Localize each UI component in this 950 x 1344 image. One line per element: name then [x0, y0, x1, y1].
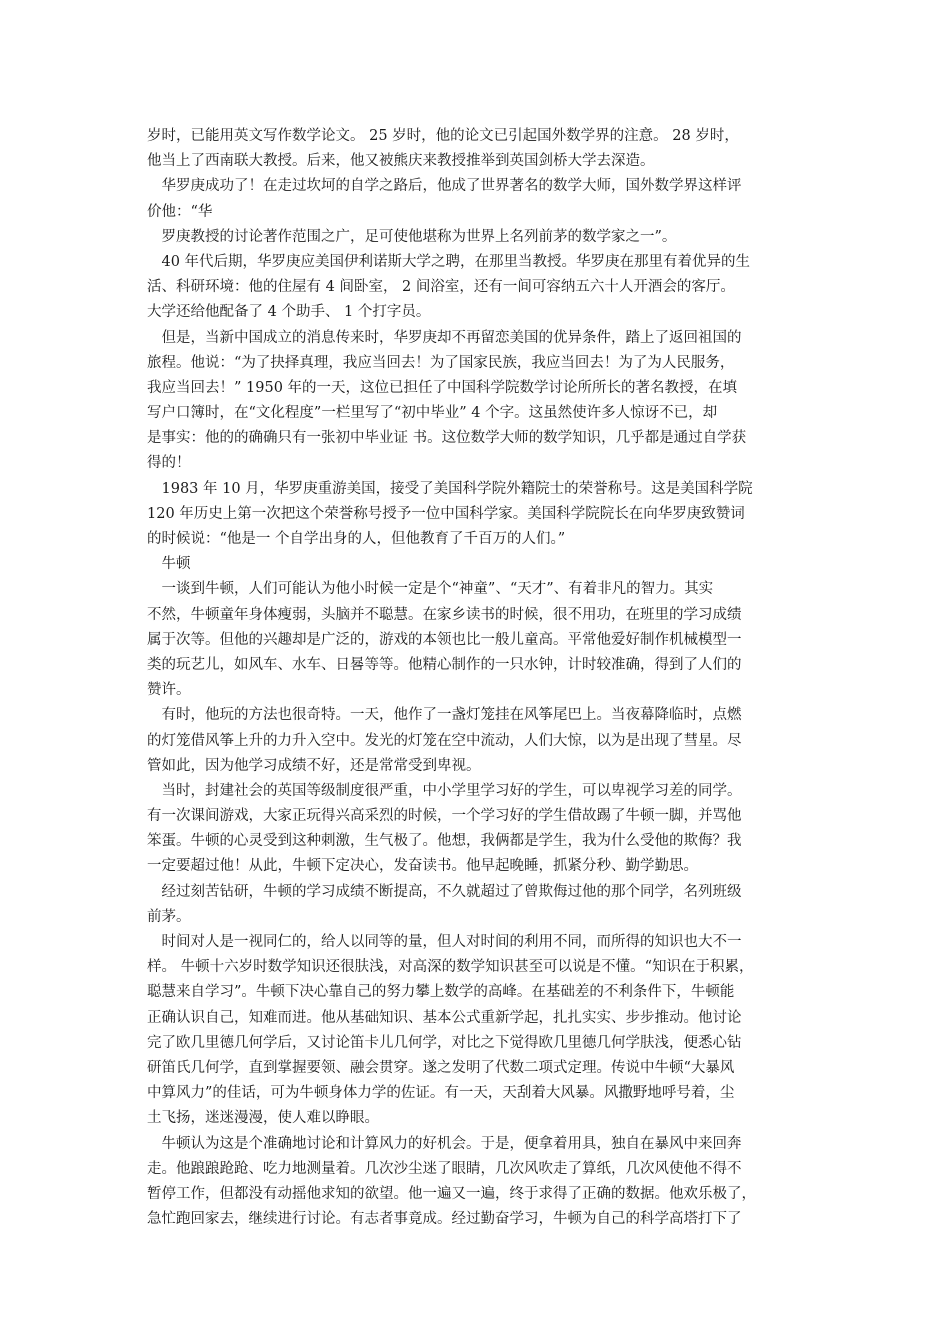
text-line: 1983 年 10 月，华罗庚重游美国，接受了美国科学院外籍院士的荣誉称号。这是美国科学院 [147, 480, 753, 497]
text-line: 聪慧来自学习”。牛顿下决心靠自己的努力攀上数学的高峰。在基础差的不利条件下，牛顿能 [147, 984, 735, 1001]
text-line: 正确认识自己，知难而进。他从基础知识、基本公式重新学起，扎扎实实、步步推动。他讨论 [147, 1009, 742, 1026]
text-line: 样。 牛顿十六岁时数学知识还很肤浅，对高深的数学知识甚至可以说是不懂。“知识在于积累， [147, 959, 754, 976]
text-line: 当时，封建社会的英国等级制度很严重，中小学里学习好的学生，可以卑视学习差的同学。 [147, 782, 742, 799]
text-line: 中算风力”的佳话，可为牛顿身体力学的佐证。有一天，天刮着大风暴。风撒野地呼号着，尘 [147, 1085, 735, 1102]
text-line: 我应当回去！” 1950 年的一天，这位已担任了中国科学院数学讨论所所长的著名教授，在填 [147, 379, 738, 396]
text-line: 罗庚教授的讨论著作范围之广，足可使他堪称为世界上名列前茅的数学家之一”。 [147, 228, 677, 245]
text-line: 大学还给他配备了 4 个助手、 1 个打字员。 [147, 304, 431, 321]
text-line: 笨蛋。牛顿的心灵受到这种刺激，生气极了。他想，我俩都是学生，我为什么受他的欺侮？我 [147, 833, 742, 850]
text-line: 类的玩艺儿，如风车、水车、日晷等等。他精心制作的一只水钟，计时较准确，得到了人们的 [147, 656, 742, 673]
text-line: 牛顿认为这是个准确地讨论和计算风力的好机会。于是，便拿着用具，独自在暴风中来回奔 [147, 1135, 742, 1152]
text-line: 但是，当新中国成立的消息传来时，华罗庚却不再留恋美国的优异条件，踏上了返回祖国的 [147, 329, 742, 346]
text-line: 暂停工作，但都没有动摇他求知的欲望。他一遍又一遍，终于求得了正确的数据。他欢乐极了， [147, 1185, 756, 1202]
text-line: 走。他踉踉跄跄、吃力地测量着。几次沙尘迷了眼睛，几次风吹走了算纸，几次风使他不得不 [147, 1160, 742, 1177]
text-line: 他当上了西南联大教授。后来，他又被熊庆来教授推举到英国剑桥大学去深造。 [147, 153, 655, 170]
text-line: 岁时，已能用英文写作数学论文。 25 岁时，他的论文已引起国外数学界的注意。 28 岁时， [147, 128, 739, 144]
text-line: 赞许。 [147, 682, 191, 699]
text-line: 的时候说：“他是一 个自学出身的人，但他教育了千百万的人们。” [147, 531, 566, 547]
text-line: 的灯笼借风筝上升的力升入空中。发光的灯笼在空中流动，人们大惊，以为是出现了彗星。尽 [147, 732, 742, 749]
text-line: 管如此，因为他学习成绩不好，还是常常受到卑视。 [147, 757, 481, 774]
text-line: 完了欧几里德几何学后，又讨论笛卡儿几何学，对比之下觉得欧几里德几何学肤浅，便悉心钻 [147, 1034, 742, 1051]
text-line: 一谈到牛顿，人们可能认为他小时候一定是个“神童”、“天才”、有着非凡的智力。其实 [147, 581, 714, 598]
text-line: 急忙跑回家去，继续进行讨论。有志者事竟成。经过勤奋学习，牛顿为自己的科学高塔打下了 [147, 1211, 742, 1228]
text-line: 属于次等。但他的兴趣却是广泛的，游戏的本领也比一般儿童高。平常他爱好制作机械模型一 [147, 631, 742, 648]
text-line: 土飞扬，迷迷漫漫，使人难以睁眼。 [147, 1110, 379, 1127]
text-line: 活、科研环境：他的住屋有 4 间卧室， 2 间浴室，还有一间可容纳五六十人开酒会的客厅。 [147, 279, 735, 296]
text-line: 不然，牛顿童年身体瘦弱，头脑并不聪慧。在家乡读书的时候，很不用功，在班里的学习成绩 [147, 606, 742, 623]
text-line: 研笛氏几何学，直到掌握要领、融会贯穿。遂之发明了代数二项式定理。传说中牛顿“大暴风 [147, 1059, 735, 1076]
document-body [147, 124, 815, 1232]
text-line: 120 年历史上第一次把这个荣誉称号授予一位中国科学家。美国科学院院长在向华罗庚致赞词 [147, 505, 745, 522]
text-line: 写户口簿时，在“文化程度”一栏里写了“初中毕业” 4 个字。这虽然使许多人惊讶不已，却 [147, 405, 718, 422]
text-line: 价他：“华 [147, 203, 213, 220]
text-line: 牛顿 [147, 556, 191, 573]
text-line: 经过刻苦钻研，牛顿的学习成绩不断提高，不久就超过了曾欺侮过他的那个同学，名列班级 [147, 883, 742, 900]
text-line: 是事实：他的的确确只有一张初中毕业证 书。这位数学大师的数学知识，几乎都是通过自学获 [147, 430, 747, 447]
text-line: 40 年代后期，华罗庚应美国伊利诺斯大学之聘，在那里当教授。华罗庚在那里有着优异的生 [147, 253, 751, 270]
text-line: 一定要超过他！从此，牛顿下定决心，发奋读书。他早起晚睡，抓紧分秒、勤学勤思。 [147, 858, 698, 875]
text-line: 有时，他玩的方法也很奇特。一天，他作了一盏灯笼挂在风筝尾巴上。当夜幕降临时，点燃 [147, 707, 742, 724]
text-line: 前茅。 [147, 908, 191, 925]
text-line: 旅程。他说：“为了抉择真理，我应当回去！为了国家民族，我应当回去！为了为人民服务， [147, 354, 735, 371]
text-line: 时间对人是一视同仁的，给人以同等的量，但人对时间的利用不同，而所得的知识也大不一 [147, 934, 742, 950]
text-line: 华罗庚成功了！在走过坎坷的自学之路后，他成了世界著名的数学大师，国外数学界这样评 [147, 178, 742, 195]
text-line: 得的！ [147, 455, 191, 472]
text-line: 有一次课间游戏，大家正玩得兴高采烈的时候，一个学习好的学生借故踢了牛顿一脚，并骂他 [147, 808, 742, 825]
